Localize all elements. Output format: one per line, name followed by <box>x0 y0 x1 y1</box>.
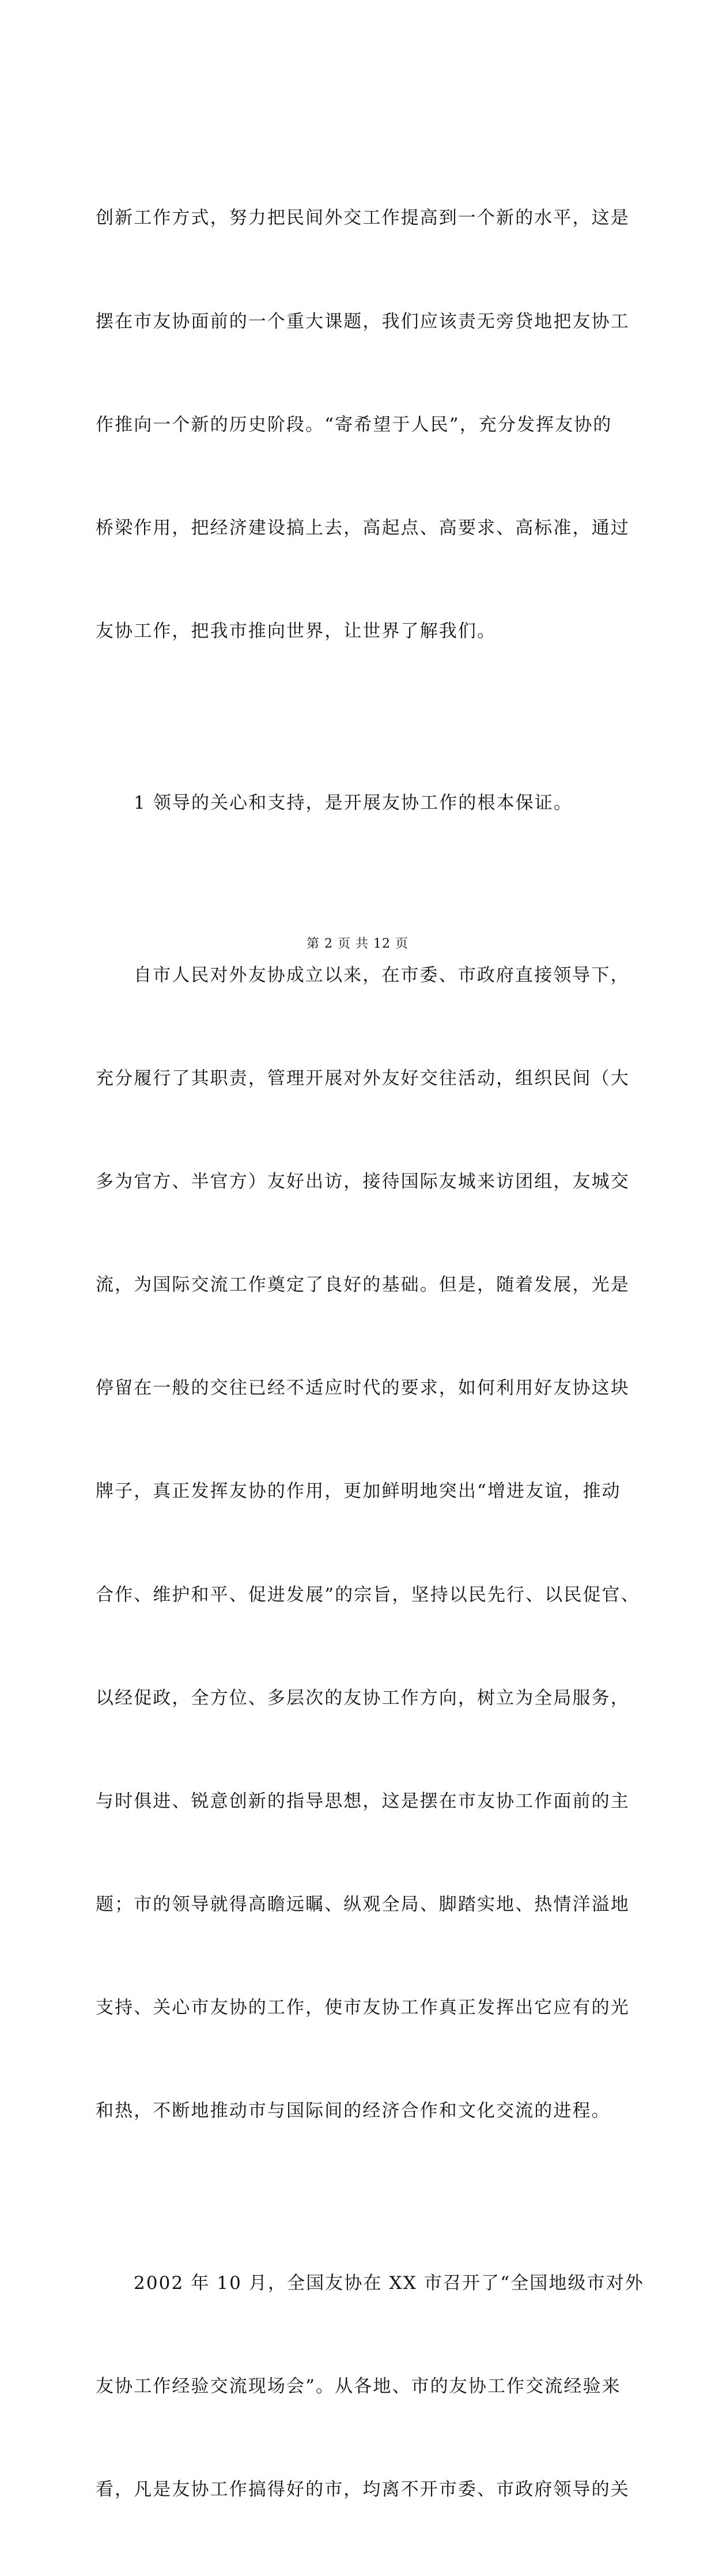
text-line: 友协工作经验交流现场会”。从各地、市的友协工作交流经验来 <box>96 2375 621 2397</box>
text-line: 多为官方、半官方）友好出访，接待国际友城来访团组，友城交 <box>96 1171 630 1193</box>
text-line: 以经促政，全方位、多层次的友协工作方向，树立为全局服务， <box>96 1687 630 1708</box>
text-line: 题；市的领导就得高瞻远瞩、纵观全局、脚踏实地、热情洋溢地 <box>96 1894 630 1915</box>
text-line: 和热，不断地推动市与国际间的经济合作和文化交流的进程。 <box>96 2100 611 2122</box>
paragraph-4 <box>96 2197 644 2576</box>
text-line: 创新工作方式，努力把民间外交工作提高到一个新的水平，这是 <box>96 208 630 229</box>
text-line: 合作、维护和平、促进发展”的宗旨，坚持以民先行、以民促官、 <box>96 1584 640 1605</box>
text-line: 作推向一个新的历史阶段。“寄希望于人民”，充分发挥友协的 <box>96 414 612 435</box>
text-line: 1 领导的关心和支持，是开展友协工作的根本保证。 <box>134 793 573 814</box>
text-line: 看，凡是友协工作搞得好的市，均离不开市委、市政府领导的关 <box>96 2479 630 2500</box>
text-line: 流，为国际交流工作奠定了良好的基础。但是，随着发展，光是 <box>96 1274 630 1296</box>
page-number-footer: 第 2 页 共 12 页 <box>307 937 408 951</box>
text-line: 桥梁作用，把经济建设搞上去，高起点、高要求、高标准，通过 <box>96 517 630 538</box>
text-line: 停留在一般的交往已经不适应时代的要求，如何利用好友协这块 <box>96 1378 630 1399</box>
text-line: 充分履行了其职责，管理开展对外友好交往活动，组织民间（大 <box>96 1068 630 1089</box>
paragraph-3 <box>96 889 640 2197</box>
paragraph-1 <box>96 133 630 718</box>
text-line: 支持、关心市友协的工作，使市友协工作真正发挥出它应有的光 <box>96 1997 630 2018</box>
text-line: 自市人民对外友协成立以来，在市委、市政府直接领导下， <box>134 964 630 986</box>
text-line: 牌子，真正发挥友协的作用，更加鲜明地突出“增进友谊，推动 <box>96 1481 621 1502</box>
section-heading <box>96 718 623 890</box>
text-line: 2002 年 10 月，全国友协在 XX 市召开了“全国地级市对外 <box>134 2272 644 2294</box>
text-line: 摆在市友协面前的一个重大课题，我们应该责无旁贷地把友协工 <box>96 311 630 332</box>
text-line: 友协工作，把我市推向世界，让世界了解我们。 <box>96 620 497 642</box>
text-line: 与时俱进、锐意创新的指导思想，这是摆在市友协工作面前的主 <box>96 1790 630 1812</box>
document-body <box>96 133 644 2576</box>
